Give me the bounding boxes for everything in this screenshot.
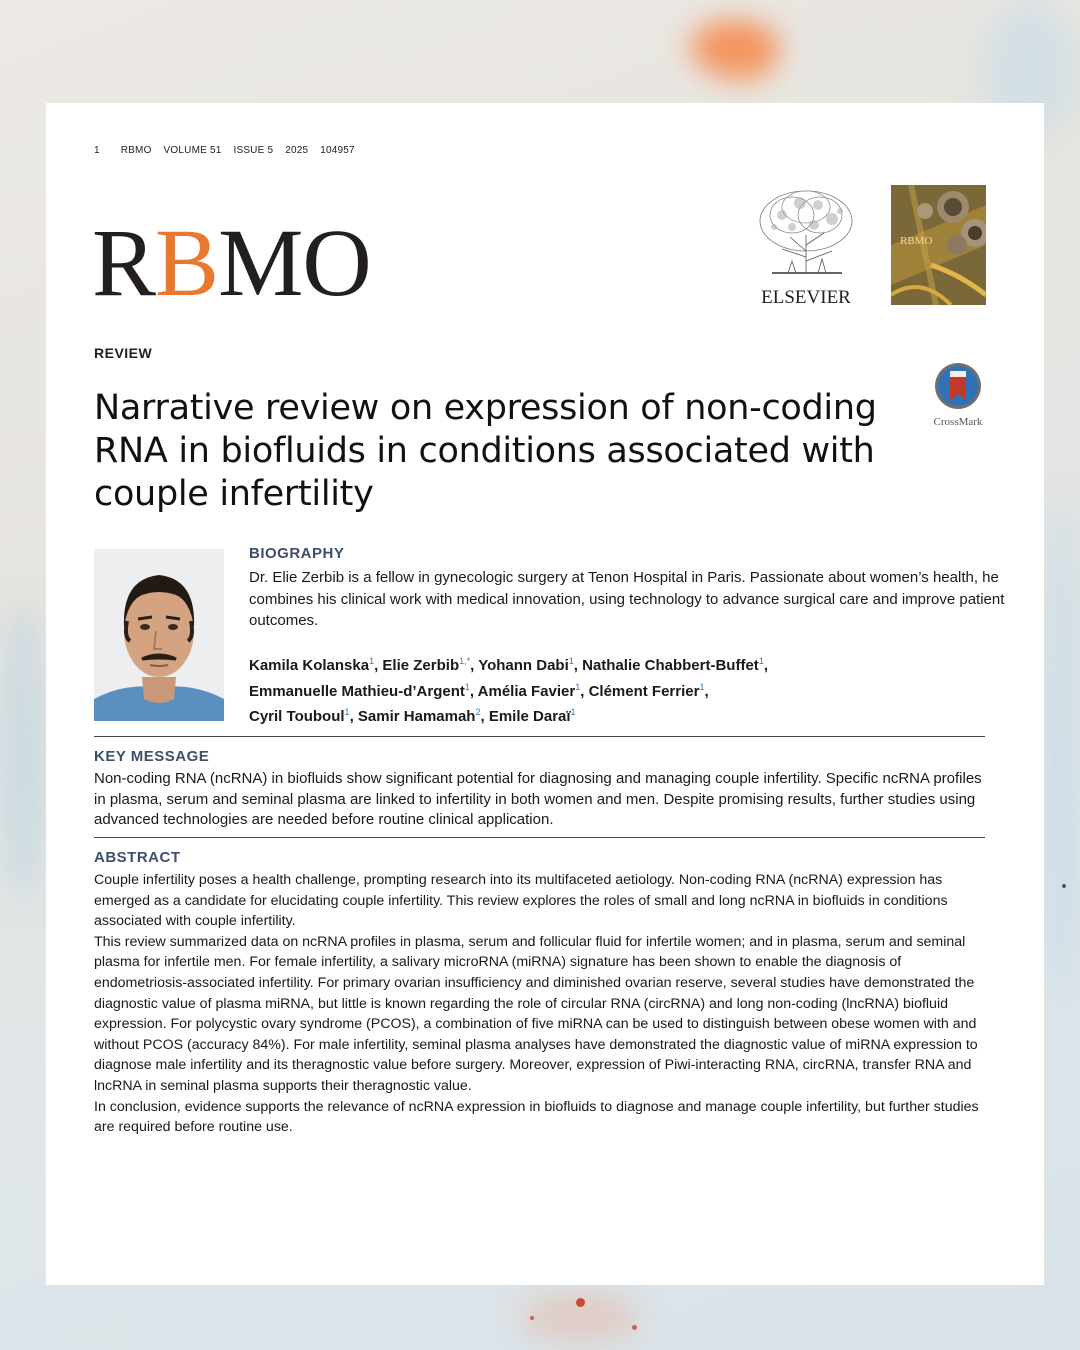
- author: Emile Daraï$^1$: [488, 707, 576, 725]
- paint-dot: [530, 1316, 534, 1320]
- key-message-heading: KEY MESSAGE: [94, 748, 210, 765]
- background-splash: [720, 50, 770, 80]
- article-type: REVIEW: [94, 345, 153, 361]
- background-splash: [1044, 500, 1080, 1000]
- author-photo: [94, 549, 224, 721]
- biography-heading: BIOGRAPHY: [249, 545, 345, 562]
- issue-line: [94, 145, 364, 156]
- author: Cyril Touboul$^1$,: [249, 707, 358, 725]
- abstract-paragraph: In conclusion, evidence supports the relevance of ncRNA expression in biofluids to diagnose and manage couple infertility, but further studies are required before routine use.: [94, 1098, 979, 1136]
- page-number: 1: [94, 145, 100, 156]
- year: 2025: [285, 145, 309, 156]
- abstract-paragraph: This review summarized data on ncRNA profiles in plasma, serum and follicular fluid for infertile women; and in plasma, serum and seminal plasma for infertile men. For female infertility, a salivary microRNA (miRNA) signature has been shown to enable the diagnosis of endometriosis-associated infertility. For primary ovarian insufficiency and diminished ovarian reserve, several studies have demonstrated the diagnostic value of plasma miRNA, but little is known regarding the role of circular RNA (circRNA) and long non-coding (lncRNA) biofluid expression. For polycystic ovary syndrome (PCOS), a combination of five miRNA can be used to distinguish between obese women with and without PCOS (accuracy 84%). For male infertility, seminal plasma analyses have demonstrated the diagnostic value of miRNA expression to diagnose male infertility and its theragnostic value before surgery. Moreover, expression of Piwi-interacting RNA, circRNA, transfer RNA and lncRNA in seminal plasma supports their theragnostic value.: [94, 933, 978, 1094]
- journal-abbrev: RBMO: [120, 145, 152, 156]
- divider: [94, 837, 985, 838]
- author: Emmanuelle Mathieu-d’Argent$^1$,: [249, 681, 478, 700]
- publisher-name: ELSEVIER: [761, 287, 851, 308]
- author: Amélia Favier$^1$,: [477, 681, 589, 700]
- author: Yohann Dabi$^1$,: [478, 656, 583, 674]
- abstract-text: [94, 870, 989, 1138]
- background-splash: [0, 600, 46, 900]
- abstract-heading: ABSTRACT: [94, 849, 181, 866]
- article-id: 104957: [320, 145, 355, 156]
- article-title: Narrative review on expression of non-coding RNA in biofluids in conditions associated with couple infertility: [94, 388, 877, 514]
- issue: ISSUE 5: [233, 145, 274, 156]
- volume: VOLUME 51: [163, 145, 222, 156]
- crossmark-label: CrossMark: [933, 416, 983, 428]
- article-page: [46, 103, 1044, 1285]
- crossmark-badge[interactable]: [926, 361, 990, 428]
- author: Nathalie Chabbert-Buffet$^1$,: [582, 656, 768, 674]
- divider: [94, 736, 985, 737]
- biography-text: Dr. Elie Zerbib is a fellow in gynecologic surgery at Tenon Hospital in Paris. Passionate about women’s health, he combines his clinical work with medical innovation, using technology to advance surgical care and improve patient outcomes.: [249, 569, 1005, 629]
- elsevier-tree-icon: [752, 185, 860, 283]
- author-list: [249, 651, 969, 728]
- elsevier-logo: [752, 185, 860, 307]
- paint-dot: [1062, 884, 1066, 888]
- author: Clément Ferrier$^1$,: [588, 681, 709, 700]
- abstract-paragraph: Couple infertility poses a health challenge, prompting research into its multifaceted aetiology. Non-coding RNA (ncRNA) expression has emerged as a candidate for elucidating couple infertility. This review explores the roles of small and long ncRNA in biofluids in conditions associated with couple infertility.: [94, 872, 948, 930]
- cover-title: RBMO: [900, 235, 933, 247]
- paint-dot: [632, 1325, 637, 1330]
- paint-dot: [576, 1298, 585, 1307]
- author: Kamila Kolanska$^1$,: [249, 656, 383, 674]
- journal-cover-image: [891, 185, 986, 305]
- author: Samir Hamamah$^2$,: [357, 707, 489, 725]
- rbmo-logo: RBMO: [92, 209, 371, 316]
- author: Elie Zerbib$^{1,*}$,: [382, 656, 479, 674]
- crossmark-icon: [933, 361, 983, 411]
- key-message-text: Non-coding RNA (ncRNA) in biofluids show significant potential for diagnosing and managing couple infertility. Specific ncRNA profiles in plasma, serum and seminal plasma are linked to infertility in both women and men. Despite promising results, further studies using advanced technologies are needed before routine clinical application.: [94, 770, 982, 829]
